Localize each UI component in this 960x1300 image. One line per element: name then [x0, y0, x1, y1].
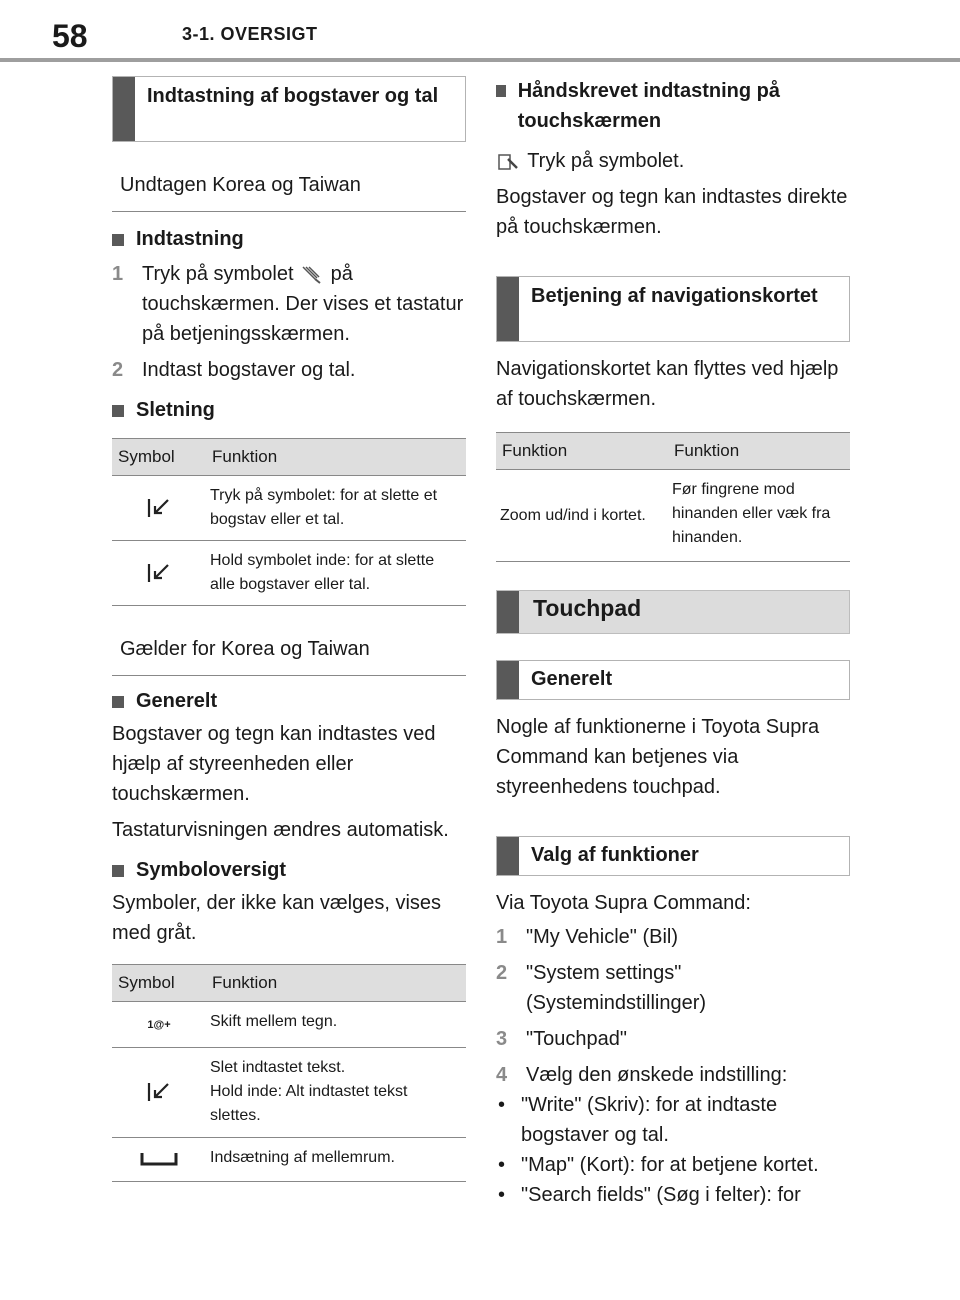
- step-item: 4 Vælg den ønskede indstilling:: [496, 1064, 788, 1086]
- bullet-item: • "Search fields" (Søg i felter): for: [498, 1184, 801, 1206]
- left-column: [112, 76, 466, 1182]
- space-icon: [139, 1149, 179, 1169]
- box-title: Touchpad: [533, 595, 642, 621]
- square-bullet-icon: [112, 865, 124, 877]
- section-heading: Sletning: [112, 399, 466, 422]
- section-heading: Symboloversigt: [112, 859, 466, 882]
- table-header: Funktion: [206, 439, 466, 476]
- paragraph: Symboler, der ikke kan vælges, vises med gråt.: [112, 892, 442, 944]
- backspace-icon: [146, 1081, 172, 1103]
- box-title: Indtastning af bogstaver og tal: [147, 85, 439, 107]
- backspace-icon: [146, 562, 172, 584]
- paragraph: Bogstaver og tegn kan indtastes ved hjælp af styreenheden eller touchskærmen.: [112, 723, 436, 805]
- table-header: Funktion: [206, 965, 466, 1002]
- table-row: 1@+ Skift mellem tegn.: [112, 1002, 466, 1048]
- symbol-switch-icon: 1@+: [147, 1019, 171, 1031]
- symbol-table: [112, 964, 466, 1182]
- header-rule: [0, 58, 960, 62]
- delete-table: [112, 438, 466, 606]
- square-bullet-icon: [112, 405, 124, 417]
- table-header: Funktion: [668, 433, 850, 470]
- table-row: Slet indtastet tekst. Hold inde: Alt indtastet tekst slettes.: [112, 1048, 466, 1138]
- step-item: 2 Indtast bogstaver og tal.: [112, 359, 356, 381]
- page-number: 58: [52, 18, 88, 54]
- table-row: Indsætning af mellemrum.: [112, 1138, 466, 1182]
- box-title: Betjening af navigationskortet: [531, 285, 818, 307]
- handwriting-icon: [496, 151, 522, 173]
- handwriting-icon: [299, 264, 325, 286]
- box-title: Generelt: [531, 668, 613, 690]
- step-item: 1 Tryk på symbolet på touchskærmen. Der vises et tastatur på betjeningsskærmen.: [112, 263, 464, 345]
- table-row: Zoom ud/ind i kortet. Før fingrene mod hinanden eller væk fra hinanden.: [496, 470, 850, 562]
- box-touchpad: [496, 590, 850, 634]
- chapter-title: 3-1. OVERSIGT: [182, 24, 318, 44]
- bullet-item: • "Write" (Skriv): for at indtaste bogstaver og tal.: [498, 1094, 778, 1146]
- box-title: Valg af funktioner: [531, 844, 699, 866]
- step-item: 2 "System settings" (Systemindstillinger): [496, 962, 707, 1014]
- box-generelt: [496, 660, 850, 700]
- box-input-letters: [112, 76, 466, 142]
- right-column: [496, 76, 850, 1210]
- paragraph: Nogle af funktionerne i Toyota Supra Command kan betjenes via styreenhedens touchpad.: [496, 716, 820, 798]
- table-row: Hold symbolet inde: for at slette alle bogstaver eller tal.: [112, 541, 466, 606]
- table-header: Symbol: [112, 965, 206, 1002]
- step-item: 1 "My Vehicle" (Bil): [496, 926, 679, 948]
- square-bullet-icon: [496, 85, 506, 97]
- paragraph: Tryk på symbolet.: [496, 146, 850, 176]
- bullet-item: • "Map" (Kort): for at betjene kortet.: [498, 1154, 819, 1176]
- box-select-functions: [496, 836, 850, 876]
- region-note: Undtagen Korea og Taiwan: [112, 164, 466, 212]
- section-heading: Håndskrevet indtastning på touchskærmen: [496, 76, 850, 136]
- backspace-icon: [146, 497, 172, 519]
- table-row: Tryk på symbolet: for at slette et bogstav eller et tal.: [112, 476, 466, 541]
- region-note: Gælder for Korea og Taiwan: [112, 628, 466, 676]
- map-table: [496, 432, 850, 562]
- section-heading: Generelt: [112, 690, 466, 713]
- square-bullet-icon: [112, 234, 124, 246]
- square-bullet-icon: [112, 696, 124, 708]
- table-header: Symbol: [112, 439, 206, 476]
- paragraph: Tastaturvisningen ændres automatisk.: [112, 819, 449, 841]
- paragraph: Navigationskortet kan flyttes ved hjælp af touchskærmen.: [496, 358, 839, 410]
- box-navigation-map: [496, 276, 850, 342]
- paragraph: Bogstaver og tegn kan indtastes direkte på touchskærmen.: [496, 186, 848, 238]
- section-heading: Indtastning: [112, 228, 466, 251]
- table-header: Funktion: [496, 433, 668, 470]
- step-item: 3 "Touchpad": [496, 1028, 627, 1050]
- paragraph: Via Toyota Supra Command:: [496, 892, 751, 914]
